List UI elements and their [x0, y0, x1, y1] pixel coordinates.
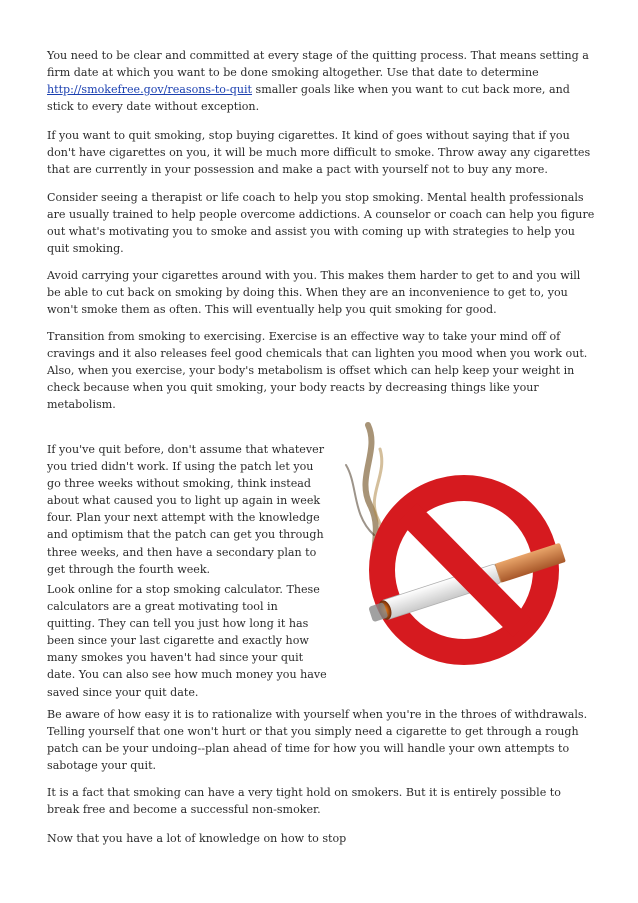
paragraph-firm-date-text: You need to be clear and committed at every stage of the quitting process. That means setting a firm date at which you want to be done smoking altogether. Use that date to determine	[47, 49, 589, 80]
paragraph-stop-buying: If you want to quit smoking, stop buying cigarettes. It kind of goes without saying that if you don't have cigarettes on you, it will be much more difficult to smoke. Throw away any cigarettes that are currently in your possession and make a pact with yourself not to buy any more.	[47, 129, 591, 177]
reasons-to-quit-link[interactable]: http://smokefree.gov/reasons-to-quit	[47, 83, 252, 97]
paragraph-firm-date-tail: smaller goals like when you want to cut back more, and stick to every date without exception.	[47, 83, 570, 114]
paragraph-exercise: Transition from smoking to exercising. Exercise is an effective way to take your mind off of cravings and it also releases feel good chemicals that can lighten you mood when you work out. Also, when you exercise, your body's metabolism is offset which can help keep your weight in check because when you quit smoking, your body reacts by decreasing things like your metabolism.	[47, 330, 588, 412]
paragraph-firm-date	[47, 47, 595, 115]
paragraph-now: Now that you have a lot of knowledge on how to stop	[47, 832, 347, 845]
paragraph-therapist: Consider seeing a therapist or life coach to help you stop smoking. Mental health professionals are usually trained to help people overcome addictions. A counselor or coach can help you figure out what's motivating you to smoke and assist you with coming up with strategies to help you quit smoking.	[47, 191, 595, 256]
paragraph-avoid-carrying: Avoid carrying your cigarettes around with you. This makes them harder to get to and you will be able to cut back on smoking by doing this. When they are an inconvenience to get to, you won't smoke them as often. This will eventually help you quit smoking for good.	[47, 269, 581, 317]
paragraph-quit-before: If you've quit before, don't assume that whatever you tried didn't work. If using the patch let you go three weeks without smoking, think instead about what caused you to light up again in week four. Plan your next attempt with the knowledge and optimism that the patch can get you through three weeks, and then have a secondary plan to get through the fourth week.	[47, 443, 324, 576]
paragraph-calculator: Look online for a stop smoking calculator. These calculators are a great motivating tool in quitting. They can tell you just how long it has been since your last cigarette and exactly how many smokes you haven't had since your quit date. You can also see how much money you have saved since your quit date.	[47, 583, 327, 699]
paragraph-tight-hold: It is a fact that smoking can have a very tight hold on smokers. But it is entirely possible to break free and become a successful non-smoker.	[47, 786, 561, 817]
no-smoking-illustration	[322, 415, 602, 715]
paragraph-rationalize: Be aware of how easy it is to rationalize with yourself when you're in the throes of withdrawals. Telling yourself that one won't hurt or that you simply need a cigarette to get through a rough patch can be your undoing--plan ahead of time for how you will handle your own attempts to sabotage your quit.	[47, 708, 588, 773]
